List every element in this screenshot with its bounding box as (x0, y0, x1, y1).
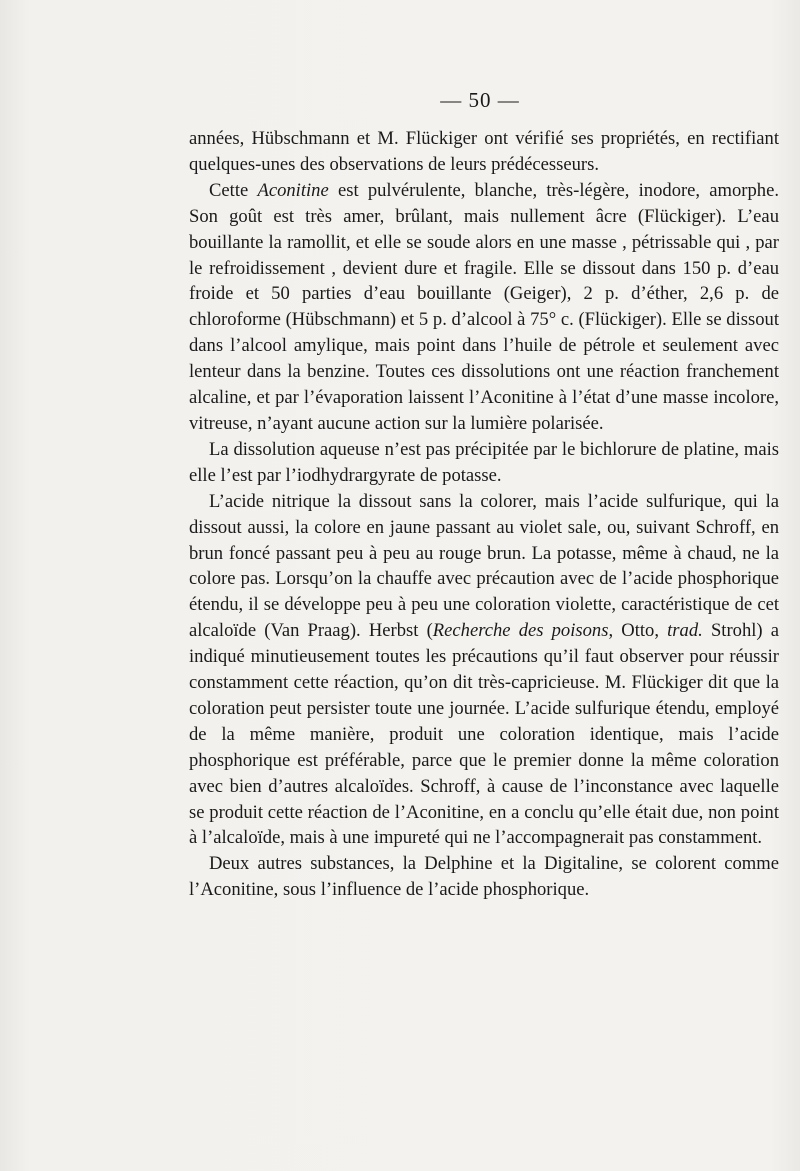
paragraph-text: Cette (209, 179, 258, 201)
italic-text: trad. (667, 620, 703, 642)
paragraph-1 (189, 126, 779, 178)
paragraph-text: La dissolution aqueuse n’est pas précipitée par le bichlorure de platine, mais elle l’est par l’iodhydrargyrate de potasse. (189, 438, 779, 486)
paragraph-text: années, Hübschmann et M. Flückiger ont vérifié ses propriétés, en rectifiant quelques-unes des observations de leurs prédécesseurs. (189, 128, 779, 175)
page-number: — 50 — (440, 88, 520, 112)
italic-text: Aconitine (257, 179, 329, 201)
paragraph-text: , Otto, (608, 620, 668, 642)
paragraph-text: est pulvérulente, blanche, très-légère, inodore, amorphe. Son goût est très amer, brûlant, mais nullement âcre (Flückiger). L’eau bouillante la ramollit, et elle se soude alors en une masse , pétrissable qui , par le refroidissement , devient dure et fragile. Elle se dissout dans 150 p. d’eau froide et 50 parties d’eau bouillante (Geiger), 2 p. d’éther, 2,6 p. de chloroforme (Hübschmann) et 5 p. d’alcool à 75° c. (Flückiger). Elle se dissout dans l’alcool amylique, mais point dans l’huile de pétrole et seulement avec lenteur dans la benzine. Toutes ces dissolutions ont une réaction franchement alcaline, et par l’évaporation laissent l’Aconitine à l’état d’une masse incolore, vitreuse, n’ayant aucune action sur la lumière polarisée. (189, 179, 779, 434)
paragraph-5 (189, 851, 779, 903)
paragraph-text: L’acide nitrique la dissout sans la colorer, mais l’acide sulfurique, qui la dissout aussi, la colore en jaune passant au violet sale, ou, suivant Schroff, en brun foncé passant peu à peu au rouge brun. La potasse, même à chaud, ne la colore pas. Lorsqu’on la chauffe avec précaution avec de l’acide phosphorique étendu, il se développe peu à peu une coloration violette, caractéristique de cet alcaloïde (Van Praag). Herbst ( (189, 490, 779, 642)
paragraph-3 (189, 437, 779, 489)
paragraph-2 (189, 178, 779, 437)
paragraph-text: Deux autres substances, la Delphine et la Digitaline, se colorent comme l’Aconitine, sous l’influence de l’acide phosphorique. (189, 853, 779, 901)
italic-text: Recherche des poisons (432, 620, 609, 642)
paragraph-text: Strohl) a indiqué minutieusement toutes les précautions qu’il faut observer pour réussir constamment cette réaction, qu’on dit très-capricieuse. M. Flückiger dit que la coloration peut persister toute une journée. L’acide sulfurique étendu, employé de la même manière, produit une coloration identique, mais l’acide phosphorique est préférable, parce que le premier donne la même coloration avec bien d’autres alcaloïdes. Schroff, à cause de l’inconstance avec laquelle se produit cette réaction de l’Aconitine, en a conclu qu’elle était due, non point à l’alcaloïde, mais à une impureté qui ne l’accompagnerait pas constamment. (189, 620, 780, 849)
paragraph-4 (189, 489, 779, 852)
body-text (189, 126, 779, 903)
